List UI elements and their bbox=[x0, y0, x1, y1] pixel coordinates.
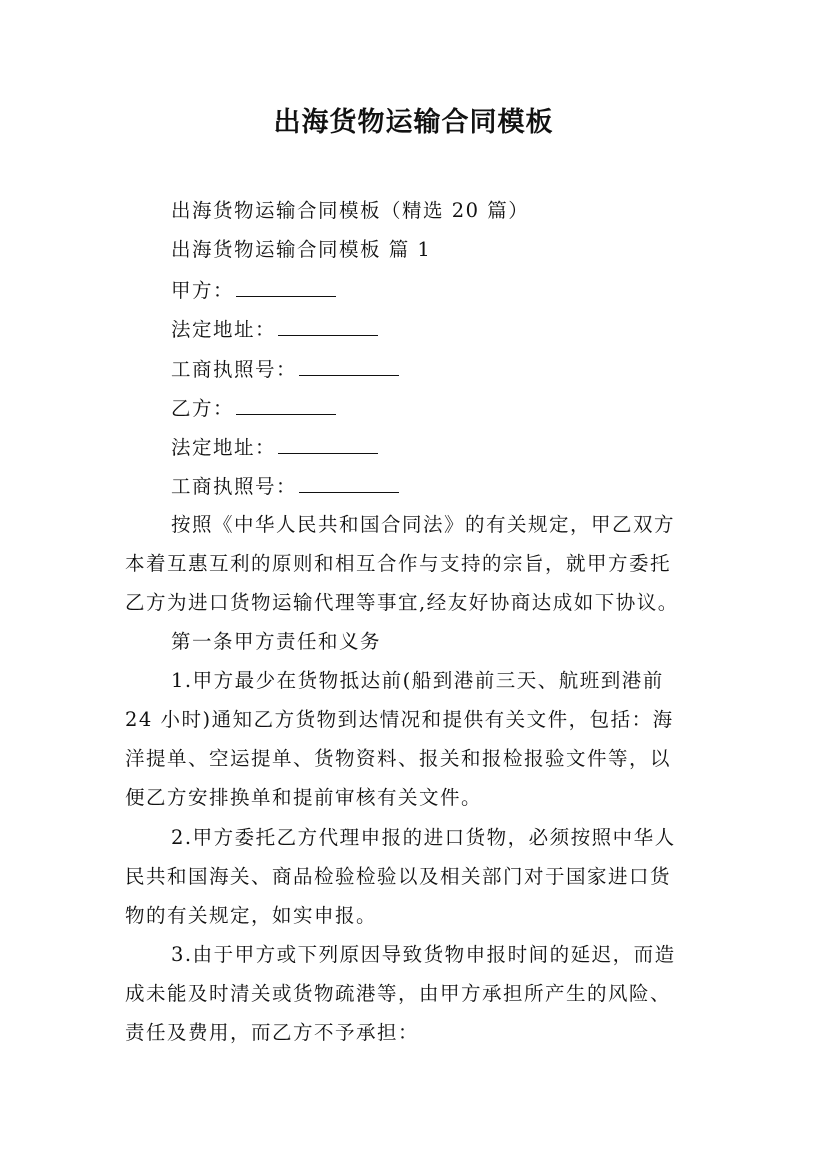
party-b-label: 乙方： bbox=[171, 397, 235, 420]
paragraph-line: 物的有关规定，如实申报。 bbox=[125, 904, 378, 927]
party-a-license-label: 工商执照号： bbox=[171, 358, 298, 381]
section-heading: 出海货物运输合同模板 篇 1 bbox=[171, 238, 432, 261]
party-a-blank bbox=[236, 278, 336, 297]
party-a-address-label: 法定地址： bbox=[171, 318, 277, 341]
party-b-blank bbox=[236, 396, 336, 415]
paragraph-line: 责任及费用，而乙方不予承担： bbox=[125, 1021, 420, 1044]
paragraph-line: 2.甲方委托乙方代理申报的进口货物，必须按照中华人 bbox=[171, 826, 676, 849]
party-b-field bbox=[171, 396, 336, 421]
party-b-address-blank bbox=[278, 435, 378, 454]
subtitle-line: 出海货物运输合同模板（精选 20 篇） bbox=[171, 199, 530, 222]
party-a-label: 甲方： bbox=[171, 279, 235, 302]
paragraph-line: 成未能及时清关或货物疏港等，由甲方承担所产生的风险、 bbox=[125, 982, 672, 1005]
party-b-license-field bbox=[171, 474, 399, 499]
paragraph-line: 洋提单、空运提单、货物资料、报关和报检报验文件等，以 bbox=[125, 747, 672, 770]
party-a-field bbox=[171, 278, 336, 303]
article-heading: 第一条甲方责任和义务 bbox=[171, 630, 382, 653]
party-a-address-blank bbox=[278, 317, 378, 336]
party-b-address-field bbox=[171, 435, 378, 460]
paragraph-line: 本着互惠互利的原则和相互合作与支持的宗旨，就甲方委托 bbox=[125, 552, 672, 575]
document-title: 出海货物运输合同模板 bbox=[273, 107, 554, 138]
paragraph-line: 3.由于甲方或下列原因导致货物申报时间的延迟，而造 bbox=[171, 943, 676, 966]
party-b-license-blank bbox=[299, 474, 399, 493]
paragraph-line: 24 小时)通知乙方货物到达情况和提供有关文件，包括：海 bbox=[125, 708, 674, 731]
party-a-license-field bbox=[171, 357, 399, 382]
paragraph-line: 民共和国海关、商品检验检验以及相关部门对于国家进口货 bbox=[125, 865, 672, 888]
paragraph-line: 1.甲方最少在货物抵达前(船到港前三天、航班到港前 bbox=[171, 669, 664, 692]
party-b-license-label: 工商执照号： bbox=[171, 475, 298, 498]
party-a-license-blank bbox=[299, 357, 399, 376]
paragraph-line: 便乙方安排换单和提前审核有关文件。 bbox=[125, 786, 483, 809]
paragraph-line: 按照《中华人民共和国合同法》的有关规定，甲乙双方 bbox=[171, 513, 676, 536]
party-a-address-field bbox=[171, 317, 378, 342]
party-b-address-label: 法定地址： bbox=[171, 436, 277, 459]
paragraph-line: 乙方为进口货物运输代理等事宜,经友好协商达成如下协议。 bbox=[125, 591, 679, 614]
